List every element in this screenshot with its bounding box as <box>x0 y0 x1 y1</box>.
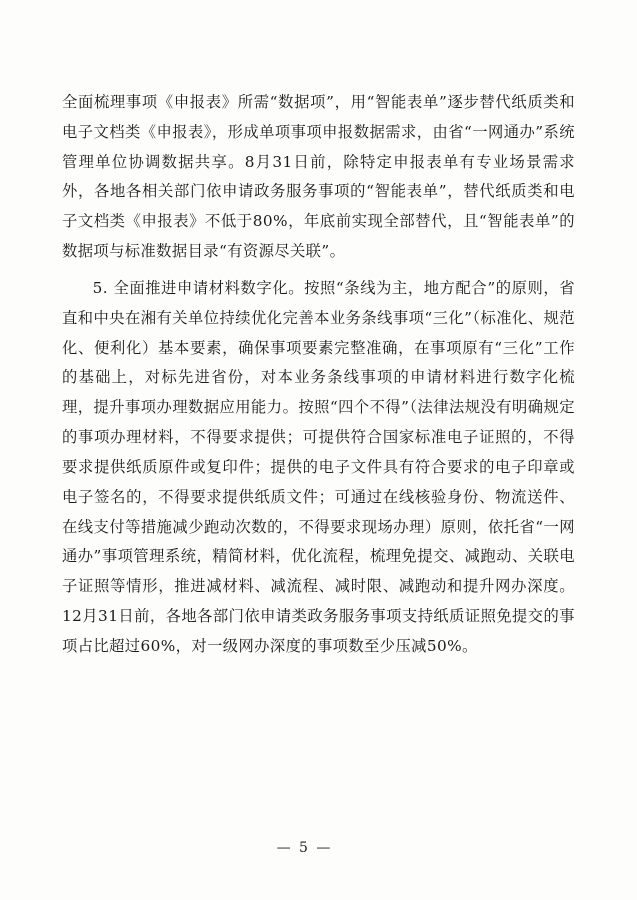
page-footer <box>0 840 637 856</box>
page-number: — 5 — <box>276 840 333 856</box>
paragraph-data-items: 全面梳理事项《申报表》所需“数据项”，用“智能表单”逐步替代纸质类和电子文档类《申报表》，形成单项事项申报数据需求，由省“一网通办”系统管理单位协调数据共享。8月31日前，除特定申报表单有专业场景需求外，各地各相关部门依申请政务服务事项的“智能表单”，替代纸质类和电子文档类《申报表》不低于80%，年底前实现全部替代，且“智能表单”的数据项与标准数据目录“有资源尽关联”。 <box>62 93 575 261</box>
paragraph-item-5: 5. 全面推进申请材料数字化。按照“条线为主，地方配合”的原则，省直和中央在湘有关单位持续优化完善本业务条线事项“三化”（标准化、规范化、便利化）基本要素，确保事项要素完整准确，在事项原有“三化”工作的基础上，对标先进省份，对本业务条线事项的申请材料进行数字化梳理，提升事项办理数据应用能力。按照“四个不得”（法律法规没有明确规定的事项办理材料，不得要求提供；可提供符合国家标准电子证照的，不得要求提供纸质原件或复印件；提供的电子文件具有符合要求的电子印章或电子签名的，不得要求提供纸质文件；可通过在线核验身份、物流送件、在线支付等措施减少跑动次数的，不得要求现场办理）原则，依托省“一网通办”事项管理系统，精简材料，优化流程，梳理免提交、减跑动、关联电子证照等情形，推进减材料、减流程、减时限、减跑动和提升网办深度。12月31日前，各地各部门依申请类政务服务事项支持纸质证照免提交的事项占比超过60%，对一级网办深度的事项数至少压减50%。 <box>62 278 575 655</box>
document-body <box>62 88 575 662</box>
